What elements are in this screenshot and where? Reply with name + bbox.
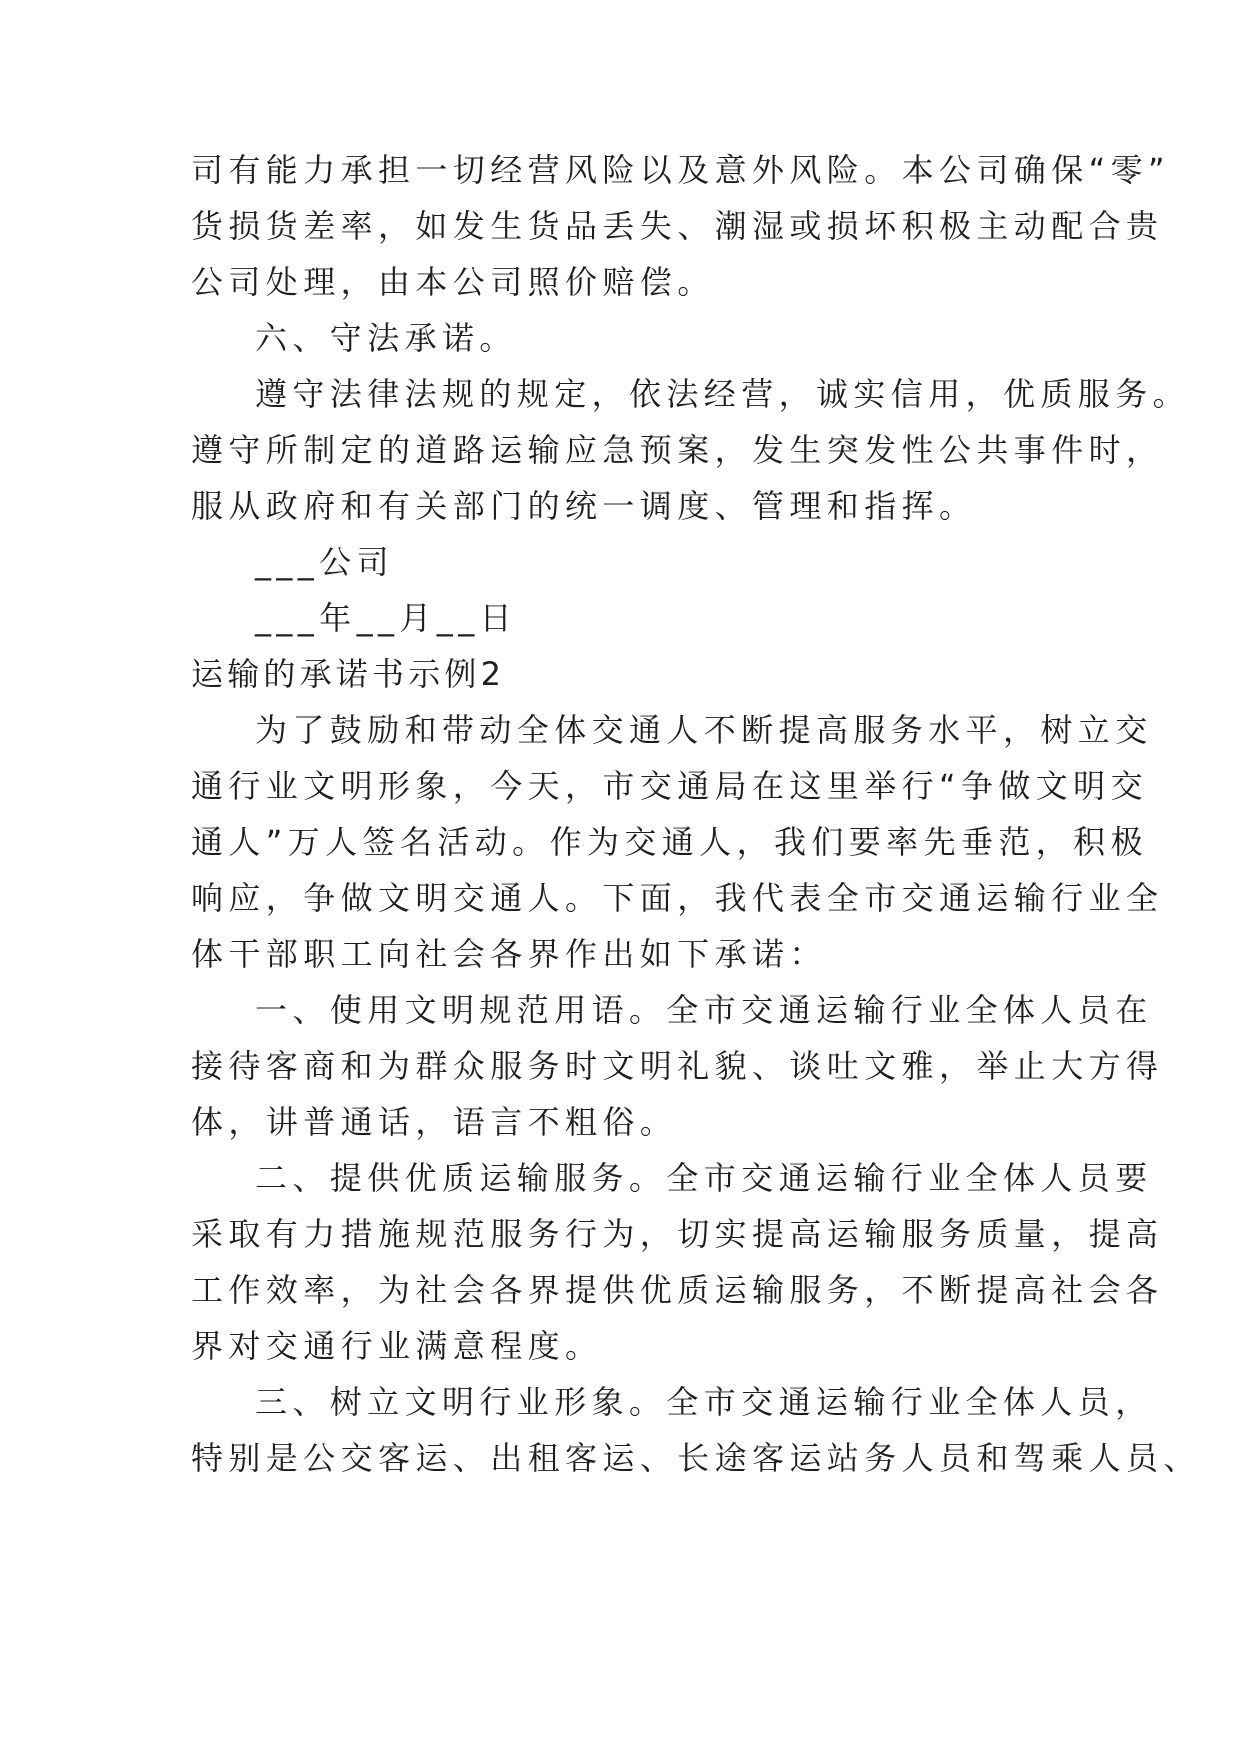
text-line: 遵守法律法规的规定，依法经营，诚实信用，优质服务。 [255,375,1191,413]
text-line: 界对交通行业满意程度。 [191,1327,603,1365]
text-line: 通行业文明形象，今天，市交通局在这里举行“争做文明交 [191,767,1148,805]
text-line: 二、提供优质运输服务。全市交通运输行业全体人员要 [255,1159,1153,1197]
text-line: 响应，争做文明交通人。下面，我代表全市交通运输行业全 [191,879,1164,917]
text-line: 三、树立文明行业形象。全市交通运输行业全体人员， [255,1383,1153,1421]
example-title: 运输的承诺书示例2 [191,655,506,693]
text-line: 工作效率，为社会各界提供优质运输服务，不断提高社会各 [191,1271,1164,1309]
text-line: 公司处理，由本公司照价赔偿。 [191,263,715,301]
text-line: 特别是公交客运、出租客运、长途客运站务人员和驾乘人员、 [191,1439,1201,1477]
text-line: 货损货差率，如发生货品丢失、潮湿或损坏积极主动配合贵 [191,207,1164,245]
text-line: 为了鼓励和带动全体交通人不断提高服务水平，树立交 [255,711,1153,749]
text-line: 通人”万人签名活动。作为交通人，我们要率先垂范，积极 [191,823,1148,861]
section-heading: 六、守法承诺。 [255,319,517,357]
text-line: 服从政府和有关部门的统一调度、管理和指挥。 [191,487,977,525]
text-line: 司有能力承担一切经营风险以及意外风险。本公司确保“零” [191,151,1170,189]
text-line: 接待客商和为群众服务时文明礼貌、谈吐文雅，举止大方得 [191,1047,1164,1085]
text-line: 体干部职工向社会各界作出如下承诺： [191,935,827,973]
company-signature-line: ___公司 [255,543,395,581]
text-line: 遵守所制定的道路运输应急预案，发生突发性公共事件时， [191,431,1164,469]
text-line: 一、使用文明规范用语。全市交通运输行业全体人员在 [255,991,1153,1029]
text-line: 采取有力措施规范服务行为，切实提高运输服务质量，提高 [191,1215,1164,1253]
text-line: 体，讲普通话，语言不粗俗。 [191,1103,678,1141]
date-line: ___年__月__日 [255,599,518,637]
